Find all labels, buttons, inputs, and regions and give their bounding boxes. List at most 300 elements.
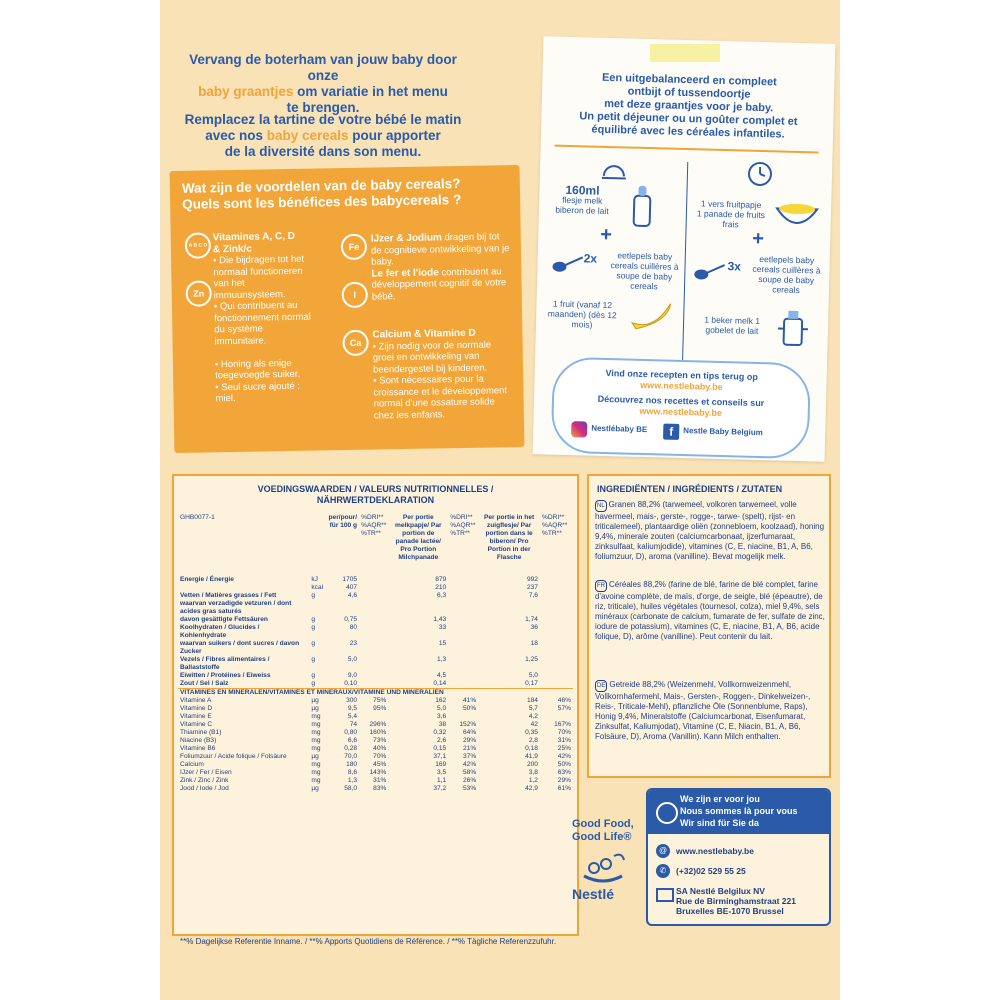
nutrition-header-1: VOEDINGSWAARDEN / VALEURS NUTRITIONNELLES / bbox=[257, 484, 494, 494]
table-cell: 95% bbox=[373, 705, 387, 712]
table-cell: Vitamine E bbox=[180, 713, 212, 720]
table-cell: 0,32 bbox=[433, 729, 447, 736]
benefits-box bbox=[170, 165, 525, 453]
intro-fr-line3: de la diversité dans son menu. bbox=[224, 144, 422, 159]
slogan-2: Good Life® bbox=[572, 831, 632, 843]
benefits-title-nl: Wat zijn de voordelen van de baby cereals? bbox=[181, 176, 461, 196]
table-cell: 33 bbox=[438, 624, 447, 631]
table-cell bbox=[448, 680, 478, 689]
table-cell: 42 bbox=[530, 721, 538, 728]
table-cell bbox=[448, 592, 478, 600]
table-cell: Niacine (B3) bbox=[180, 737, 217, 744]
ingredients-fr-text: Céréales 88,2% (farine de blé, farine de blé complet, farine d'avoine complète, de maïs, d'orge, de seigle, blé (épeautre), de riz, triticale), huiles végétales (tournesol, colza), miel 9,4%, sels minéraux (carbonate de calcium, fumarate de fer, sulfate de zinc, iodure de potassium), vitamines (C, E, niacine, B1, A, B6, acide folique, D), arôme (vanilline). Peut contenir du lait. bbox=[595, 580, 825, 641]
table-cell: Foliumzuur / Acide folique / Folsäure bbox=[180, 753, 287, 760]
slogan bbox=[572, 818, 634, 844]
ingredients-de-text: Getreide 88,2% (Weizenmehl, Vollkornweizenmehl, Vollkornhafermehl, Mais-, Gersten-, Roggen-, Dinkelweizen-, Reis-, Triticale-Mehl), pflanzliche Öle (Sonnenblume, Raps), Honig 9,4%, Mineralstoffe (Calciumcarbonat, Eisenfumarat, Zinksulfat, Kaliumjodat), Vitamine (C, E, Niacin, B1, A, B6, Folsäure, D), Aroma (Vanillin). Kann Milch enthalten. bbox=[595, 680, 811, 741]
table-cell: 4,6 bbox=[347, 592, 358, 599]
table-cell bbox=[359, 640, 388, 656]
headset-icon bbox=[656, 802, 678, 824]
table-cell: 1,43 bbox=[433, 616, 447, 623]
package-back-panel bbox=[160, 0, 840, 1000]
table-cell: 143% bbox=[369, 769, 387, 776]
instagram-icon[interactable] bbox=[571, 421, 587, 437]
table-cell bbox=[540, 624, 573, 640]
contact-header bbox=[648, 790, 829, 834]
table-cell: Calcium bbox=[180, 761, 204, 768]
iron-fr: contribuent au développement cognitif de votre bébé. bbox=[371, 265, 507, 303]
table-cell: IJzer / Fer / Eisen bbox=[180, 769, 232, 776]
vitamins-fr: • Qui contribuent au fonctionnement normal du système immunitaire. bbox=[213, 299, 311, 347]
table-cell: mg bbox=[311, 713, 321, 720]
table-cell: mg bbox=[311, 777, 321, 784]
milk-nl: flesje melk bbox=[562, 194, 603, 206]
table-cell: Eiwitten / Protéines / Eiweiss bbox=[180, 672, 271, 679]
table-cell bbox=[388, 600, 448, 616]
vitamins-title2: & Zink/c bbox=[212, 243, 252, 255]
plan-divider bbox=[682, 162, 688, 372]
plan-title-5: équilibré avec les céréales infantiles. bbox=[591, 123, 785, 141]
calcium-text bbox=[372, 327, 514, 421]
table-cell: 237 bbox=[526, 584, 538, 591]
table-cell: 70% bbox=[373, 753, 387, 760]
table-cell bbox=[359, 713, 388, 721]
flag-de: DE bbox=[595, 680, 607, 692]
cloud-nl: Vind onze recepten en tips terug op bbox=[605, 367, 758, 382]
table-cell: Vezels / Fibres alimentaires / Ballaststoffe bbox=[180, 656, 270, 671]
table-cell bbox=[478, 600, 540, 616]
col-bottle-portion: Per portie in het zuigflesje/ Par portion dans le biberon/ Pro Portion in der Flasche bbox=[483, 514, 535, 561]
milk-cup-text: 1 beker melk 1 gobelet de lait bbox=[704, 314, 761, 336]
table-cell: Vitamine B6 bbox=[180, 745, 216, 752]
right-spoons-text: eetlepels baby cereals cuillères à soupe de baby cereals bbox=[752, 253, 821, 296]
table-cell: 26% bbox=[463, 777, 477, 784]
table-cell: 29% bbox=[557, 777, 571, 784]
table-cell: 45% bbox=[373, 761, 387, 768]
table-cell bbox=[540, 584, 573, 592]
col-milk-portion: Per portie melkpapje/ Par portion de panade lactée/ Pro Portion Milchpanade bbox=[395, 514, 442, 561]
table-cell bbox=[178, 584, 309, 592]
vitamins-title: Vitamines A, C, D bbox=[212, 230, 296, 244]
banana-icon bbox=[628, 297, 675, 332]
table-cell bbox=[359, 680, 388, 689]
left-spoons-text: eetlepels baby cereals cuillères à soupe de baby cereals bbox=[610, 250, 679, 292]
benefits-title bbox=[182, 176, 462, 213]
table-cell: 18 bbox=[530, 640, 538, 647]
benefits-title-fr: Quels sont les bénéfices des babycereals ? bbox=[182, 191, 462, 212]
col-dri-2: %DRI** %AQR** %TR** bbox=[450, 514, 476, 537]
ingredients-title: INGREDIËNTEN / INGRÉDIENTS / ZUTATEN bbox=[597, 484, 783, 494]
table-cell: 0,18 bbox=[525, 745, 538, 752]
nutrition-panel bbox=[172, 474, 579, 936]
table-cell: 1,25 bbox=[525, 656, 538, 663]
sunrise-icon bbox=[600, 156, 629, 185]
table-row bbox=[178, 592, 573, 600]
table-cell: 210 bbox=[435, 584, 447, 591]
table-cell bbox=[448, 624, 478, 640]
iodine-icon: I bbox=[342, 282, 368, 308]
table-cell: mg bbox=[311, 745, 321, 752]
table-cell: 50% bbox=[463, 705, 477, 712]
table-cell: 29% bbox=[463, 737, 477, 744]
sippy-cup-icon bbox=[775, 308, 810, 347]
table-cell: g bbox=[311, 616, 316, 623]
milk-fr: biberon de lait bbox=[555, 204, 609, 217]
table-cell: Jood / Iode / Jod bbox=[180, 785, 229, 792]
table-cell bbox=[448, 576, 478, 584]
table-cell: 42% bbox=[463, 761, 477, 768]
table-row bbox=[178, 729, 573, 737]
table-cell: 53% bbox=[463, 785, 477, 792]
contact-box bbox=[646, 788, 831, 926]
table-cell: 1,3 bbox=[347, 777, 358, 784]
table-row bbox=[178, 697, 573, 705]
calcium-icon: Ca bbox=[342, 330, 368, 356]
table-cell: Vitamine A bbox=[180, 697, 212, 704]
at-icon: @ bbox=[656, 844, 670, 858]
calcium-nl: • Zijn nodig voor de normale groei en ontwikkeling van beendergestel bij kinderen. bbox=[372, 338, 492, 376]
calcium-title: Calcium & Vitamine D bbox=[372, 327, 476, 341]
col-dri-1: %DRI** %AQR** %TR** bbox=[361, 514, 387, 537]
table-cell: Thiamine (B1) bbox=[180, 729, 222, 736]
table-row bbox=[178, 737, 573, 745]
table-cell: 42,9 bbox=[525, 785, 538, 792]
table-cell: g bbox=[311, 656, 316, 663]
iron-nl: dragen bij tot de cognitieve ontwikkeling van je baby. bbox=[370, 231, 510, 268]
breakfast-plan-card bbox=[533, 36, 836, 462]
product-code: GHB0077-1 bbox=[180, 514, 215, 521]
col-dri-3: %DRI** %AQR** %TR** bbox=[541, 514, 568, 537]
table-row bbox=[178, 745, 573, 753]
table-cell: 6,3 bbox=[437, 592, 447, 599]
table-cell: 300 bbox=[346, 697, 358, 704]
table-cell: 167% bbox=[554, 721, 571, 728]
table-cell: 1,3 bbox=[437, 656, 447, 663]
milk-amount-value: 160ml bbox=[565, 182, 600, 198]
table-cell: 36 bbox=[530, 624, 538, 631]
table-cell bbox=[448, 616, 478, 624]
table-cell: Zout / Sel / Salz bbox=[180, 680, 229, 687]
fruit-puree bbox=[691, 198, 772, 230]
table-cell: Vitamine D bbox=[180, 705, 213, 712]
milk-amount bbox=[547, 184, 618, 216]
table-cell bbox=[448, 656, 478, 672]
table-cell: 5,0 bbox=[437, 705, 447, 712]
table-cell bbox=[325, 600, 359, 616]
table-cell: 70% bbox=[557, 729, 571, 736]
left-multiplier: 2x bbox=[583, 251, 598, 266]
table-cell: mg bbox=[311, 761, 321, 768]
table-cell: 3,6 bbox=[437, 713, 447, 720]
table-cell bbox=[540, 656, 573, 672]
plus-icon-2: + bbox=[752, 227, 765, 251]
ingredients-nl-text: Granen 88,2% (tarwemeel, volkoren tarwemeel, volle havermeel, mais-, gerste-, rogge-, tarwe- (spelt), rijst- en triticalemeel), plantaardige oliën (zonnebloem, koolzaad), honing 9,4%, minerale zouten (calciumcarbonaat, ijzerfumaraat, zinksulfaat, kaliumjodide), vitamines (C, E, niacine, B1, A, B6, foliumzuur, D), aroma (vanilline). Bevat mogelijk melk. bbox=[595, 500, 825, 561]
table-cell: 38 bbox=[438, 721, 447, 728]
table-cell: 407 bbox=[346, 584, 358, 591]
intro-fr-line2b: pour apporter bbox=[348, 128, 441, 143]
table-cell: 15 bbox=[438, 640, 447, 647]
table-cell: 41,9 bbox=[525, 753, 538, 760]
iron-fr-bold: Le fer et l'iode bbox=[371, 266, 439, 280]
fruit-bowl-icon bbox=[775, 198, 820, 229]
table-row bbox=[178, 584, 573, 592]
table-cell: 2,6 bbox=[437, 737, 447, 744]
table-row bbox=[178, 616, 573, 624]
table-cell: 3,5 bbox=[437, 769, 447, 776]
facebook-handle[interactable]: Nestle Baby Belgium bbox=[683, 426, 763, 438]
table-cell bbox=[448, 584, 478, 592]
intro-text-fr bbox=[178, 112, 468, 160]
table-row bbox=[178, 705, 573, 713]
table-cell: 2,8 bbox=[528, 737, 538, 744]
slogan-1: Good Food, bbox=[572, 818, 634, 830]
table-row bbox=[178, 640, 573, 656]
envelope-icon bbox=[656, 888, 674, 902]
nutrition-header-2: NÄHRWERTDEKLARATION bbox=[316, 495, 435, 505]
table-cell: 0,80 bbox=[344, 729, 358, 736]
table-cell: 23 bbox=[349, 640, 358, 647]
intro-fr-line2a: avec nos bbox=[205, 128, 267, 143]
fruit-puree-nl: 1 vers fruitpapje bbox=[700, 198, 762, 211]
ingredients-nl bbox=[595, 500, 825, 562]
contact-phone[interactable]: (+32)02 529 55 25 bbox=[676, 866, 746, 876]
table-cell bbox=[540, 600, 573, 616]
zinc-icon: Zn bbox=[185, 280, 211, 306]
table-row bbox=[178, 769, 573, 777]
table-cell: 50% bbox=[557, 761, 571, 768]
ingredients-fr bbox=[595, 580, 825, 642]
facebook-icon[interactable]: f bbox=[663, 424, 679, 440]
table-cell: 9,0 bbox=[347, 672, 358, 679]
table-cell bbox=[359, 576, 388, 584]
table-cell bbox=[359, 600, 388, 616]
banana-text: 1 fruit (vanaf 12 maanden) (dès 12 mois) bbox=[547, 298, 617, 330]
table-cell: 8,6 bbox=[347, 769, 358, 776]
contact-head-3: Wir sind für Sie da bbox=[680, 818, 759, 828]
honey-fr: • Seul sucre ajouté : miel. bbox=[215, 380, 301, 405]
table-cell: 200 bbox=[526, 761, 538, 768]
table-cell: 1,1 bbox=[437, 777, 447, 784]
table-cell bbox=[448, 640, 478, 656]
intro-nl-line3: te brengen. bbox=[286, 100, 360, 115]
table-cell: 5,0 bbox=[528, 672, 538, 679]
table-cell bbox=[540, 616, 573, 624]
table-cell: 0,10 bbox=[344, 680, 358, 687]
cloud-url-1[interactable]: www.nestlebaby.be bbox=[640, 379, 723, 393]
table-cell: 83% bbox=[373, 785, 387, 792]
table-cell: 75% bbox=[373, 697, 387, 704]
table-cell: µg bbox=[311, 785, 319, 792]
plan-underline bbox=[555, 145, 819, 154]
table-cell: 5,4 bbox=[347, 713, 358, 720]
table-cell: 40% bbox=[373, 745, 387, 752]
table-cell: 31% bbox=[557, 737, 571, 744]
table-cell: mg bbox=[311, 729, 321, 736]
instagram-handle[interactable]: Nestlébaby BE bbox=[591, 423, 648, 435]
phone-icon: ✆ bbox=[656, 864, 670, 878]
table-cell: 37,2 bbox=[433, 785, 447, 792]
table-row bbox=[178, 576, 573, 584]
table-row bbox=[178, 656, 573, 672]
intro-text-nl bbox=[178, 52, 468, 116]
vitamins-nl: • Die bijdragen tot het normaal functioneren van het immuunsysteem. bbox=[213, 253, 305, 301]
flag-nl: NL bbox=[595, 500, 607, 512]
table-cell bbox=[359, 616, 388, 624]
cloud-url-2[interactable]: www.nestlebaby.be bbox=[639, 405, 723, 419]
table-cell: 37,1 bbox=[433, 753, 447, 760]
plan-title-3: met deze graantjes voor je baby. bbox=[604, 97, 774, 115]
iron-nl-bold: IJzer & Jodium bbox=[370, 232, 443, 245]
col-per-100g: per/pour/ für 100 g bbox=[328, 514, 358, 529]
table-cell bbox=[359, 672, 388, 680]
table-cell bbox=[540, 640, 573, 656]
table-cell: 180 bbox=[346, 761, 358, 768]
table-cell bbox=[448, 672, 478, 680]
table-cell: mg bbox=[311, 721, 321, 728]
ingredients-de bbox=[595, 680, 825, 742]
table-cell bbox=[540, 680, 573, 689]
tape-decoration bbox=[650, 44, 720, 62]
contact-addr-2: Rue de Birminghamstraat 221 bbox=[676, 896, 796, 906]
table-cell: µg bbox=[311, 753, 319, 760]
table-cell: 42% bbox=[557, 753, 571, 760]
table-cell: 296% bbox=[369, 721, 387, 728]
table-cell: 0,35 bbox=[525, 729, 538, 736]
table-cell: 41% bbox=[463, 697, 477, 704]
table-cell: 73% bbox=[373, 737, 387, 744]
recipes-cloud bbox=[551, 357, 811, 460]
table-cell: waarvan verzadigde vetzuren / dont acides gras saturés bbox=[180, 600, 292, 615]
table-cell: kJ bbox=[311, 576, 318, 583]
table-cell: 1,2 bbox=[528, 777, 538, 784]
table-cell: Zink / Zinc / Zink bbox=[180, 777, 229, 784]
intro-nl-highlight: baby graantjes bbox=[198, 84, 294, 99]
table-cell: 162 bbox=[435, 697, 447, 704]
table-cell: 58,0 bbox=[344, 785, 358, 792]
table-row bbox=[178, 624, 573, 640]
right-multiplier: 3x bbox=[727, 259, 742, 274]
iron-iodine-text bbox=[371, 231, 512, 302]
table-cell: 25% bbox=[557, 745, 571, 752]
table-cell: 0,14 bbox=[433, 680, 447, 687]
fruit-puree-fr: 1 panade de fruits frais bbox=[696, 208, 766, 230]
table-row bbox=[178, 672, 573, 680]
table-cell: 61% bbox=[557, 785, 571, 792]
table-cell: 0,17 bbox=[525, 680, 538, 687]
table-cell: 0,15 bbox=[433, 745, 447, 752]
ingredients-panel bbox=[587, 474, 831, 778]
table-cell: 80 bbox=[349, 624, 358, 631]
table-cell: 21% bbox=[463, 745, 477, 752]
table-cell: 1,74 bbox=[525, 616, 538, 623]
table-cell: Vetten / Matières grasses / Fett bbox=[180, 592, 277, 599]
table-cell bbox=[359, 624, 388, 640]
contact-address bbox=[676, 886, 796, 916]
table-cell: 7,6 bbox=[528, 592, 538, 599]
contact-head-1: We zijn er voor jou bbox=[680, 794, 760, 804]
table-cell bbox=[540, 592, 573, 600]
table-cell: 74 bbox=[349, 721, 358, 728]
contact-web[interactable]: www.nestlebaby.be bbox=[676, 846, 754, 856]
table-cell: 57% bbox=[557, 705, 571, 712]
clock-icon bbox=[746, 160, 775, 189]
vitamins-text bbox=[213, 231, 316, 405]
nutrition-table bbox=[178, 514, 573, 793]
calcium-fr: • Sont nécessaires pour la croissance et le développement normal d'une ossature solide chez les enfants. bbox=[373, 373, 508, 422]
table-cell: 4,2 bbox=[528, 713, 538, 720]
table-cell: 9,5 bbox=[347, 705, 358, 712]
plus-icon: + bbox=[600, 223, 613, 247]
table-cell bbox=[359, 584, 388, 592]
table-cell: 879 bbox=[435, 576, 447, 583]
plan-title-4: Un petit déjeuner ou un goûter complet et bbox=[579, 110, 798, 128]
plan-title-2: ontbijt of tussendoortje bbox=[627, 85, 751, 101]
table-cell: 992 bbox=[526, 576, 538, 583]
table-cell: davon gesättigte Fettsäuren bbox=[180, 616, 268, 623]
table-cell: µg bbox=[311, 705, 319, 712]
table-row bbox=[178, 785, 573, 793]
table-cell: 184 bbox=[526, 697, 538, 704]
flag-fr: FR bbox=[595, 580, 607, 592]
nestle-logo: Nestlé bbox=[572, 886, 615, 902]
cloud-fr: Découvrez nos recettes et conseils sur bbox=[597, 393, 765, 409]
contact-head-2: Nous sommes là pour vous bbox=[680, 806, 798, 816]
table-cell: 70,0 bbox=[344, 753, 358, 760]
spoon-icon bbox=[551, 255, 584, 276]
table-cell bbox=[540, 713, 573, 721]
table-cell: 5,0 bbox=[347, 656, 358, 663]
table-cell bbox=[540, 576, 573, 584]
table-cell: 152% bbox=[459, 721, 477, 728]
table-cell: 3,8 bbox=[528, 769, 538, 776]
table-cell: 169 bbox=[435, 761, 447, 768]
honey-nl: • Honing als enige toegevoegde suiker. bbox=[214, 357, 301, 382]
table-cell: 37% bbox=[463, 753, 477, 760]
table-cell: g bbox=[311, 592, 316, 599]
vitamins-icon: A B C D bbox=[185, 232, 211, 258]
table-row bbox=[178, 721, 573, 729]
vitamins-minerals-header: VITAMINES EN MINERALEN/VITAMINES ET MINERAUX/VITAMINE UND MINERALIEN bbox=[178, 689, 573, 698]
table-cell bbox=[359, 592, 388, 600]
nutrition-footnote: **% Dagelijkse Referentie Inname. / **% Apports Quotidiens de Référence. / **% Tägliche Referenzzufuhr. bbox=[180, 937, 557, 946]
table-row bbox=[178, 777, 573, 785]
table-cell: kcal bbox=[311, 584, 324, 591]
table-cell bbox=[448, 600, 478, 616]
table-cell: Energie / Énergie bbox=[180, 576, 234, 583]
table-cell bbox=[448, 713, 478, 721]
table-cell: 58% bbox=[463, 769, 477, 776]
nestle-nest-icon bbox=[580, 850, 626, 884]
intro-nl-line1: Vervang de boterham van jouw baby door onze bbox=[189, 52, 457, 83]
contact-addr-3: Bruxelles BE-1070 Brussel bbox=[676, 906, 784, 916]
table-cell: mg bbox=[311, 769, 321, 776]
table-cell: g bbox=[311, 672, 316, 679]
nutrition-header bbox=[174, 484, 577, 506]
plan-title-1: Een uitgebalanceerd en compleet bbox=[601, 71, 777, 89]
table-cell: 160% bbox=[369, 729, 387, 736]
table-cell: waarvan suikers / dont sucres / davon Zucker bbox=[180, 640, 300, 655]
table-cell: g bbox=[311, 640, 316, 647]
table-cell: 46% bbox=[557, 697, 571, 704]
table-row bbox=[178, 753, 573, 761]
table-row bbox=[178, 761, 573, 769]
table-row bbox=[178, 713, 573, 721]
contact-addr-1: SA Nestlé Belgilux NV bbox=[676, 886, 765, 896]
table-cell: Koolhydraten / Glucides / Kohlenhydrate bbox=[180, 624, 260, 639]
table-cell: Vitamine C bbox=[180, 721, 213, 728]
intro-nl-line2: om variatie in het menu bbox=[293, 84, 448, 99]
baby-bottle-icon bbox=[631, 184, 654, 229]
table-cell bbox=[540, 672, 573, 680]
